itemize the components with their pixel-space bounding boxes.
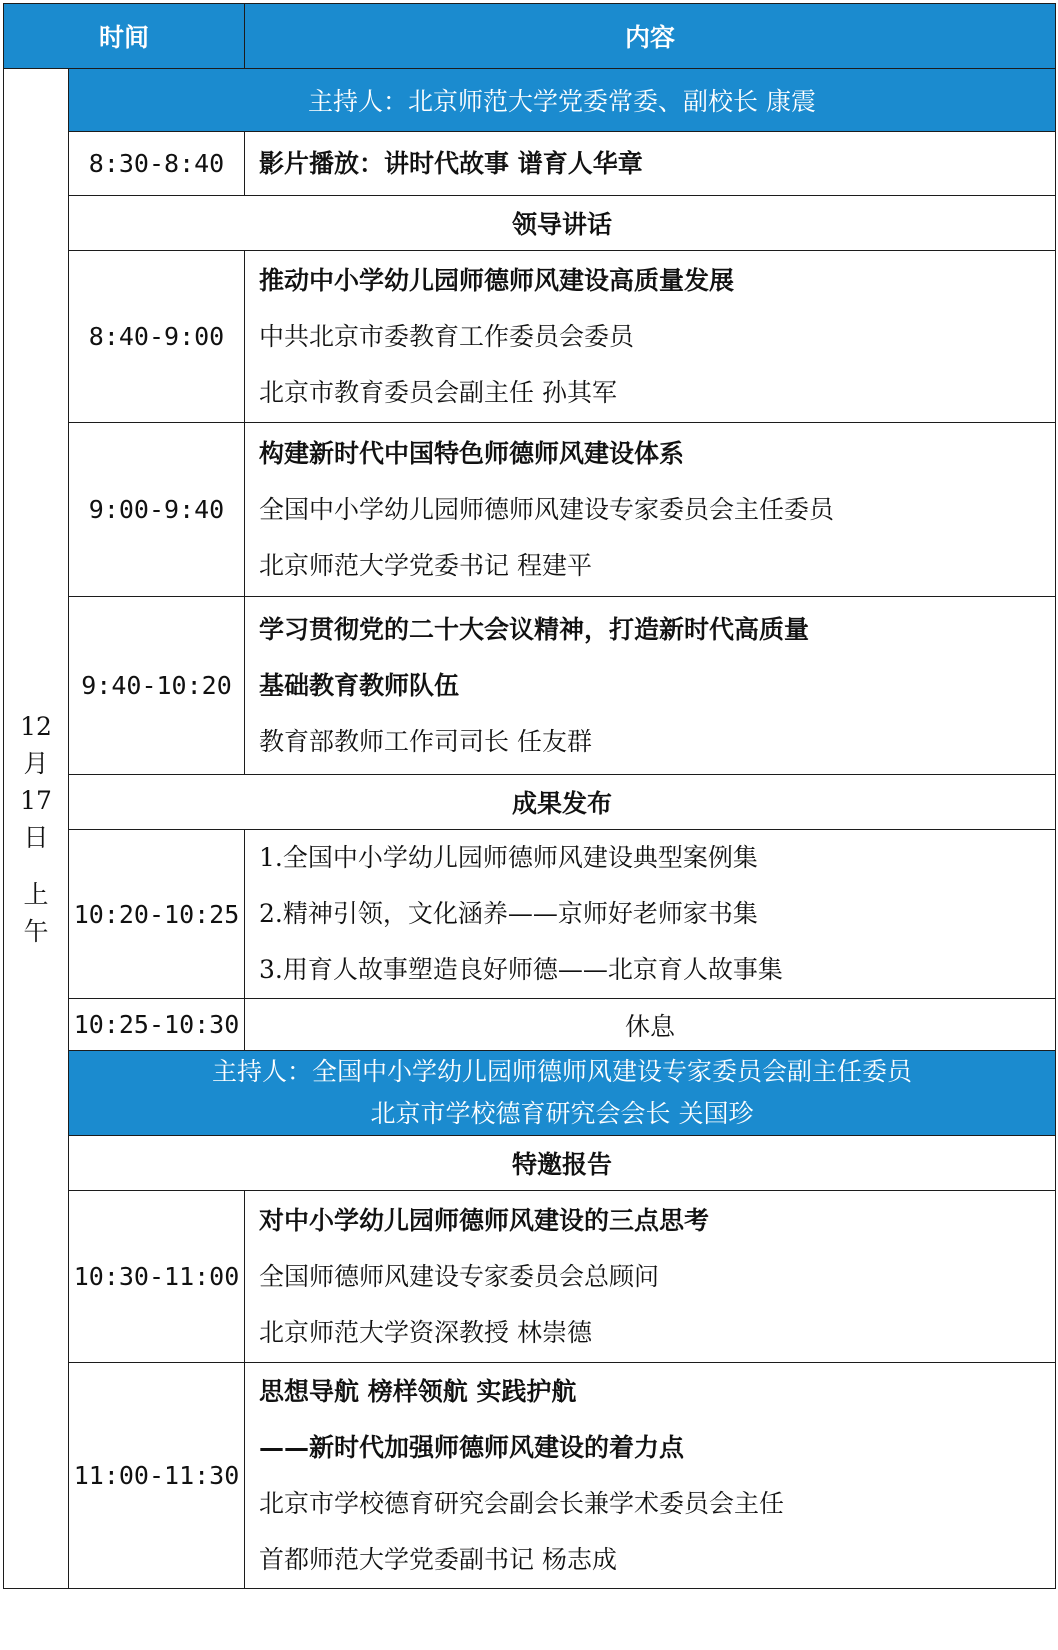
table-row: [4, 830, 1056, 999]
date-month-day: 12 月 17 日: [20, 711, 52, 852]
release-item: 2.精神引领，文化涵养——京师好老师家书集: [259, 899, 758, 928]
date-cell: [4, 69, 69, 1589]
time-cell: 10:20-10:25: [69, 830, 245, 999]
talk-title: 学习贯彻党的二十大会议精神，打造新时代高质量: [259, 614, 810, 644]
time-cell: 10:30-11:00: [69, 1191, 245, 1363]
speaker-role: 全国中小学幼儿园师德师风建设专家委员会主任委员: [259, 494, 835, 524]
host-row-1: [4, 69, 1056, 132]
time-cell: 8:30-8:40: [69, 132, 245, 196]
release-item: 1.全国中小学幼儿园师德师风建设典型案例集: [259, 843, 758, 872]
speaker-name: 教育部教师工作司司长 任友群: [259, 726, 592, 756]
time-cell: 8:40-9:00: [69, 251, 245, 423]
speaker-name: 北京师范大学党委书记 程建平: [259, 550, 592, 580]
section-title: 特邀报告: [69, 1136, 1056, 1191]
table-header-row: [4, 4, 1056, 69]
speaker-role: 全国师德师风建设专家委员会总顾问: [259, 1261, 660, 1291]
section-row: [4, 775, 1056, 830]
speaker-name: 首都师范大学党委副书记 杨志成: [259, 1544, 617, 1574]
content-cell: [245, 1191, 1056, 1363]
content-cell: 影片播放：讲时代故事 谱育人华章: [245, 132, 1056, 196]
release-item: 3.用育人故事塑造良好师德——北京育人故事集: [259, 955, 783, 984]
content-cell: [245, 830, 1056, 999]
header-content: 内容: [245, 4, 1056, 69]
talk-subtitle: ——新时代加强师德师风建设的着力点: [259, 1432, 685, 1462]
table-row: [4, 132, 1056, 196]
host-row-2: [4, 1051, 1056, 1136]
section-title: 领导讲话: [69, 196, 1056, 251]
section-row: [4, 196, 1056, 251]
talk-title: 推动中小学幼儿园师德师风建设高质量发展: [259, 265, 735, 295]
content-cell: [245, 1363, 1056, 1589]
table-row: [4, 423, 1056, 597]
speaker-role: 北京市学校德育研究会副会长兼学术委员会主任: [259, 1488, 785, 1518]
header-time: 时间: [4, 4, 245, 69]
break-cell: 休息: [245, 999, 1056, 1051]
talk-title: 思想导航 榜样领航 实践护航: [259, 1376, 577, 1406]
content-cell: [245, 423, 1056, 597]
host-banner-1: 主持人：北京师范大学党委常委、副校长 康震: [69, 69, 1056, 132]
speaker-name: 北京师范大学资深教授 林崇德: [259, 1317, 592, 1347]
talk-title: 对中小学幼儿园师德师风建设的三点思考: [259, 1205, 710, 1235]
talk-title: 构建新时代中国特色师德师风建设体系: [259, 438, 685, 468]
talk-title: 基础教育教师队伍: [259, 670, 460, 700]
time-cell: 9:40-10:20: [69, 597, 245, 775]
date-period: 上 午: [23, 879, 49, 946]
speaker-role: 中共北京市委教育工作委员会委员: [259, 321, 635, 351]
content-cell: [245, 597, 1056, 775]
speaker-name: 北京市教育委员会副主任 孙其军: [259, 377, 617, 407]
table-row: [4, 251, 1056, 423]
host-banner-2: 主持人：全国中小学幼儿园师德师风建设专家委员会副主任委员 北京市学校德育研究会会长 关国珍: [69, 1051, 1056, 1136]
time-cell: 11:00-11:30: [69, 1363, 245, 1589]
table-row: [4, 1363, 1056, 1589]
table-row: [4, 597, 1056, 775]
table-row: [4, 1191, 1056, 1363]
time-cell: 9:00-9:40: [69, 423, 245, 597]
agenda-table: [3, 3, 1056, 1589]
content-cell: [245, 251, 1056, 423]
section-row: [4, 1136, 1056, 1191]
time-cell: 10:25-10:30: [69, 999, 245, 1051]
section-title: 成果发布: [69, 775, 1056, 830]
table-row: [4, 999, 1056, 1051]
